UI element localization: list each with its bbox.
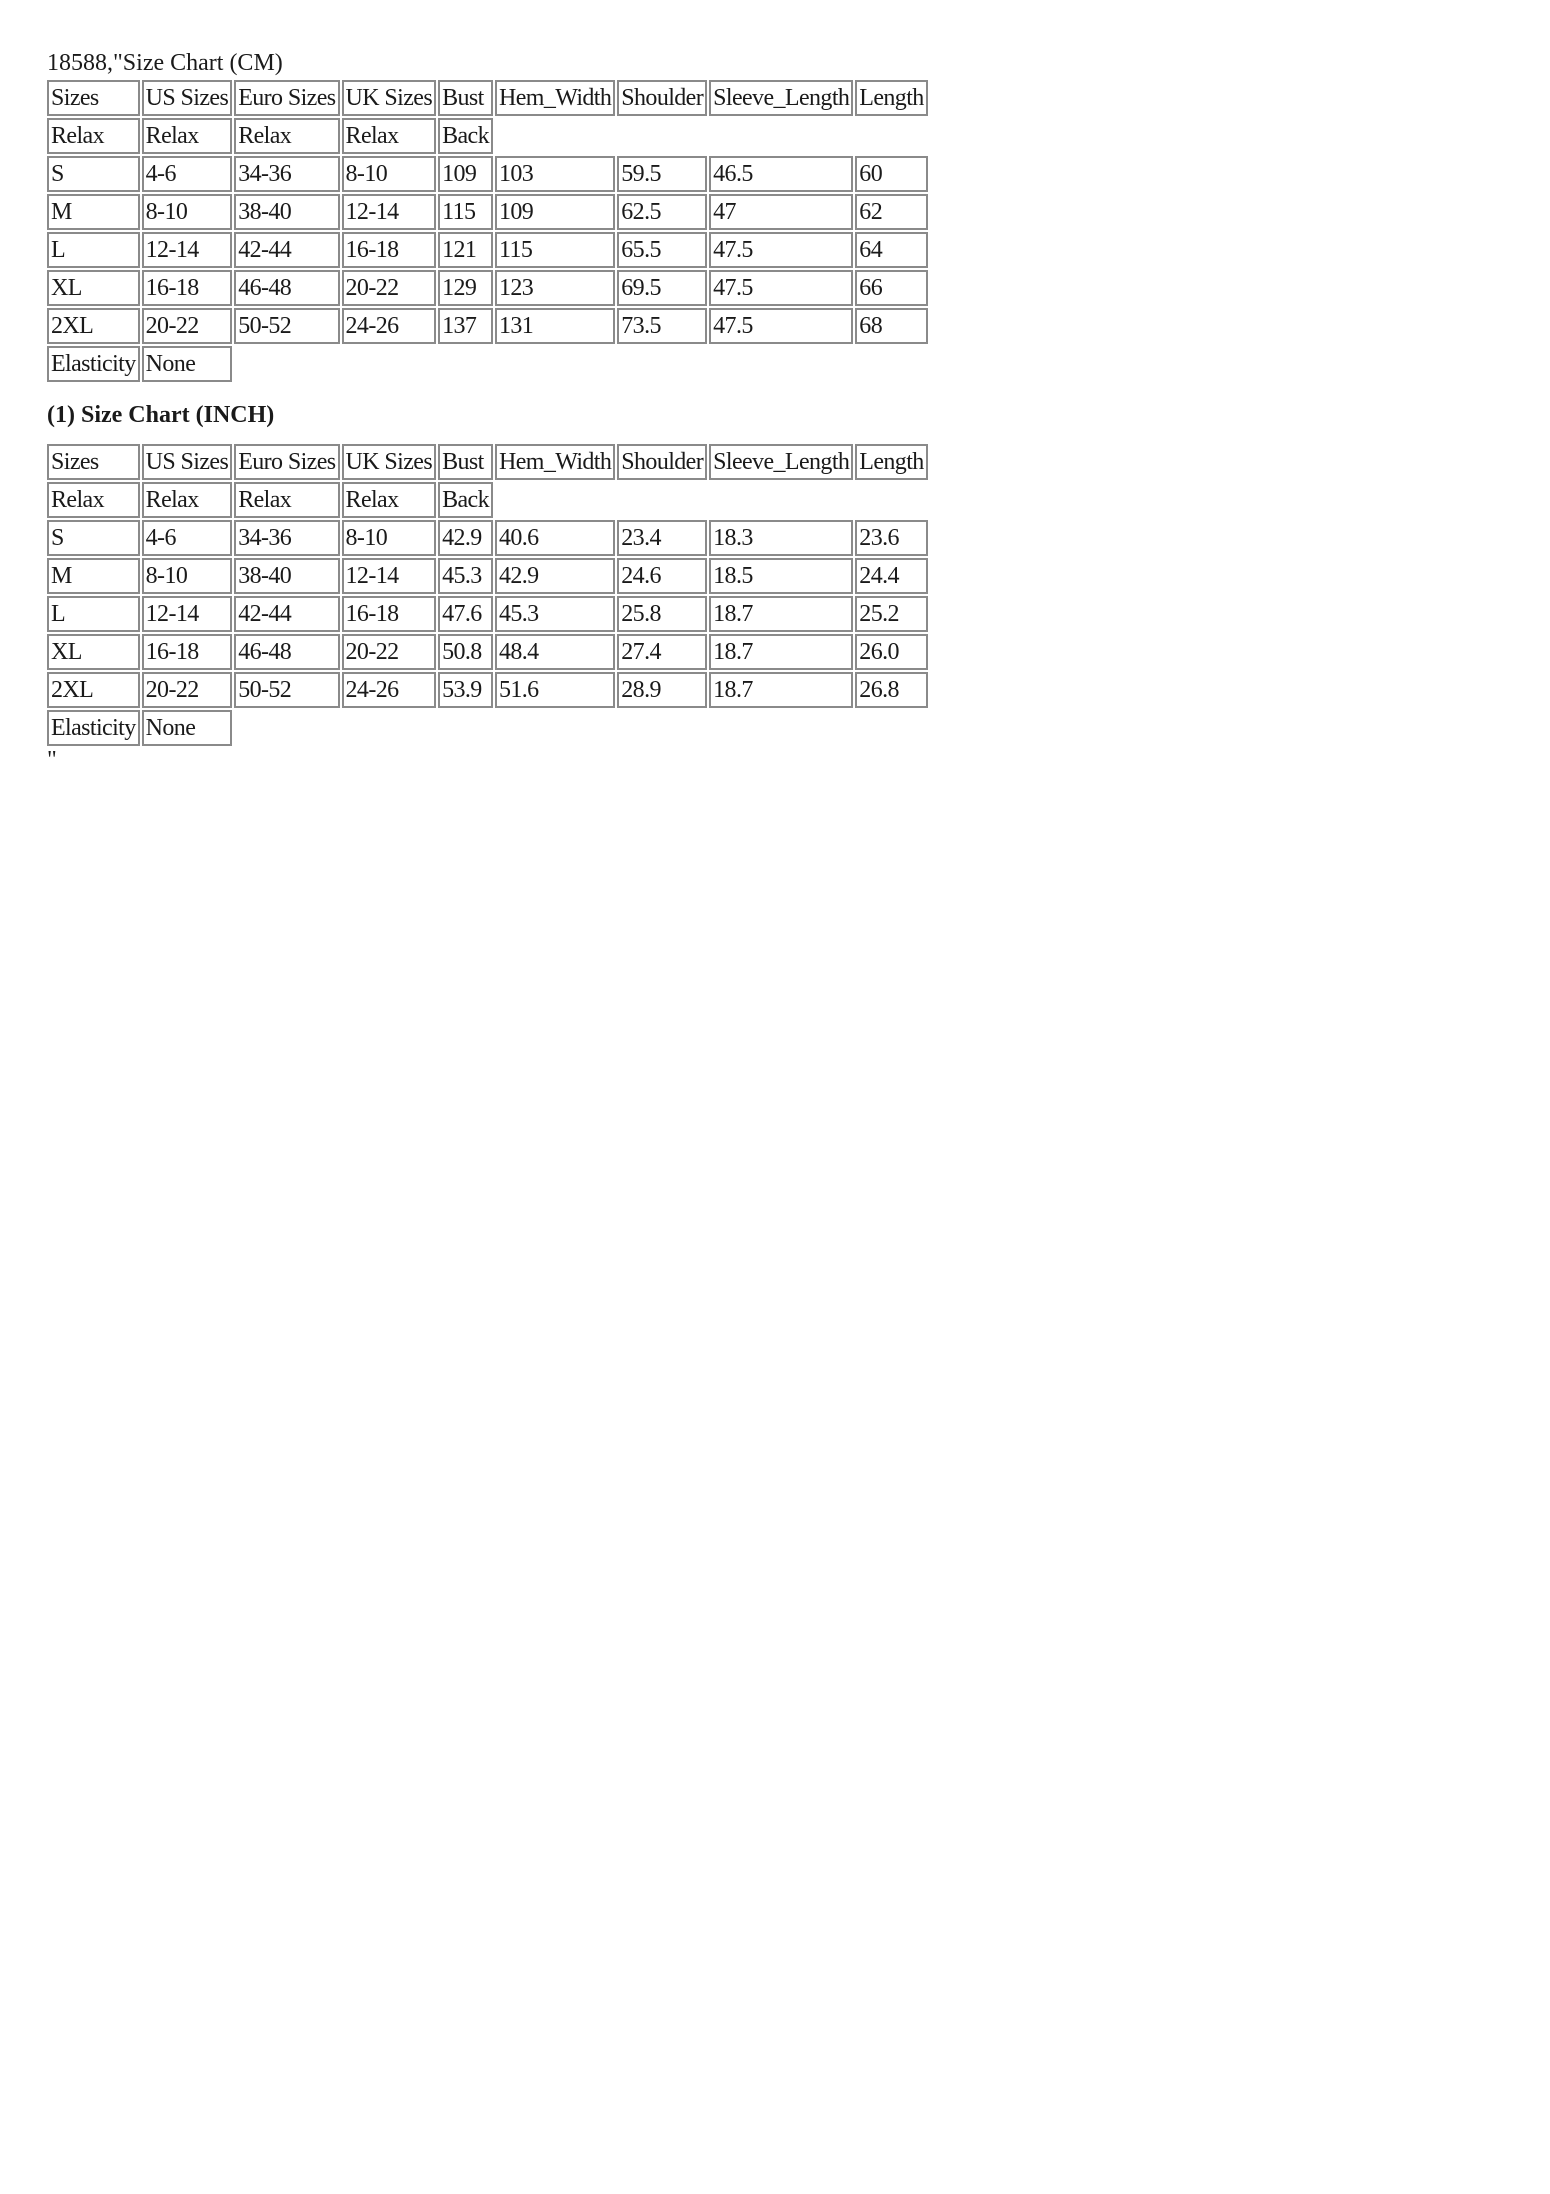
header-cell: Sleeve_Length (709, 444, 853, 480)
header-cell: Shoulder (617, 80, 707, 116)
table-cell: 18.7 (709, 596, 853, 632)
empty-cell (495, 118, 928, 154)
table-cell: 25.8 (617, 596, 707, 632)
table-cell: 42.9 (495, 558, 615, 594)
table-cell: 18.3 (709, 520, 853, 556)
table-cell: 53.9 (438, 672, 493, 708)
table-cell: 38-40 (234, 558, 339, 594)
header-cell: UK Sizes (342, 444, 437, 480)
table-row (47, 308, 928, 344)
size-label-cell: XL (47, 270, 140, 306)
document-page (47, 48, 947, 772)
header-cell: Bust (438, 444, 493, 480)
table-cell: 42-44 (234, 232, 339, 268)
empty-cell (234, 346, 927, 382)
table-cell: 65.5 (617, 232, 707, 268)
table-cell: 129 (438, 270, 493, 306)
size-label-cell: S (47, 520, 140, 556)
header-cell: US Sizes (142, 80, 233, 116)
table-cell: 121 (438, 232, 493, 268)
table-cell: 20-22 (142, 308, 233, 344)
table-cell: 59.5 (617, 156, 707, 192)
table-cell: 26.0 (855, 634, 927, 670)
table-cell: 115 (495, 232, 615, 268)
header-cell: US Sizes (142, 444, 233, 480)
size-chart-cm-table (45, 78, 930, 384)
header-cell: UK Sizes (342, 80, 437, 116)
table-cell: 8-10 (342, 520, 437, 556)
empty-cell (495, 482, 928, 518)
header-cell: Euro Sizes (234, 444, 339, 480)
fit-cell: Back (438, 482, 493, 518)
table-cell: 27.4 (617, 634, 707, 670)
table-cell: 26.8 (855, 672, 927, 708)
fit-cell: Relax (234, 118, 339, 154)
elasticity-value-cell: None (142, 346, 233, 382)
table-cell: 16-18 (342, 596, 437, 632)
table-cell: 66 (855, 270, 927, 306)
table-cell: 47 (709, 194, 853, 230)
table-cell: 103 (495, 156, 615, 192)
header-cell: Shoulder (617, 444, 707, 480)
table-cell: 12-14 (342, 558, 437, 594)
table-cell: 109 (495, 194, 615, 230)
fit-cell: Relax (342, 118, 437, 154)
document-title: 18588,"Size Chart (CM) (47, 50, 283, 76)
table-cell: 62 (855, 194, 927, 230)
size-label-cell: 2XL (47, 308, 140, 344)
table-cell: 137 (438, 308, 493, 344)
empty-cell (234, 710, 927, 746)
table-row (47, 156, 928, 192)
size-label-cell: 2XL (47, 672, 140, 708)
header-cell: Euro Sizes (234, 80, 339, 116)
table-cell: 20-22 (142, 672, 233, 708)
table-cell: 4-6 (142, 520, 233, 556)
table-cell: 34-36 (234, 520, 339, 556)
fit-row (47, 118, 928, 154)
table-cell: 20-22 (342, 270, 437, 306)
table-cell: 18.7 (709, 672, 853, 708)
table-cell: 42.9 (438, 520, 493, 556)
table-cell: 25.2 (855, 596, 927, 632)
table-row (47, 520, 928, 556)
table-cell: 60 (855, 156, 927, 192)
table-cell: 24-26 (342, 308, 437, 344)
table-cell: 64 (855, 232, 927, 268)
table-row (47, 194, 928, 230)
fit-cell: Relax (234, 482, 339, 518)
table-cell: 46-48 (234, 634, 339, 670)
table-cell: 69.5 (617, 270, 707, 306)
table-cell: 109 (438, 156, 493, 192)
table-row (47, 634, 928, 670)
table-cell: 8-10 (142, 194, 233, 230)
table-cell: 24-26 (342, 672, 437, 708)
size-label-cell: M (47, 558, 140, 594)
table-cell: 8-10 (342, 156, 437, 192)
table-cell: 16-18 (342, 232, 437, 268)
table-cell: 28.9 (617, 672, 707, 708)
table-cell: 51.6 (495, 672, 615, 708)
table-cell: 20-22 (342, 634, 437, 670)
table-row (47, 672, 928, 708)
table-cell: 12-14 (342, 194, 437, 230)
elasticity-label-cell: Elasticity (47, 710, 140, 746)
table-header-row (47, 80, 928, 116)
table-cell: 18.7 (709, 634, 853, 670)
closing-quote: " (47, 747, 57, 773)
header-cell: Bust (438, 80, 493, 116)
table-cell: 123 (495, 270, 615, 306)
size-label-cell: XL (47, 634, 140, 670)
table-cell: 23.6 (855, 520, 927, 556)
table-cell: 40.6 (495, 520, 615, 556)
table-row (47, 270, 928, 306)
elasticity-label-cell: Elasticity (47, 346, 140, 382)
size-label-cell: L (47, 232, 140, 268)
elasticity-row (47, 710, 928, 746)
header-cell: Length (855, 444, 927, 480)
table-cell: 8-10 (142, 558, 233, 594)
fit-cell: Relax (142, 482, 233, 518)
inch-section-heading: (1) Size Chart (INCH) (47, 402, 275, 428)
table-cell: 38-40 (234, 194, 339, 230)
table-cell: 131 (495, 308, 615, 344)
table-cell: 47.5 (709, 308, 853, 344)
table-cell: 47.5 (709, 232, 853, 268)
size-chart-inch-table (45, 442, 930, 748)
table-row (47, 558, 928, 594)
size-label-cell: M (47, 194, 140, 230)
size-label-cell: L (47, 596, 140, 632)
table-cell: 46-48 (234, 270, 339, 306)
table-cell: 42-44 (234, 596, 339, 632)
table-cell: 4-6 (142, 156, 233, 192)
table-cell: 12-14 (142, 596, 233, 632)
header-cell: Sleeve_Length (709, 80, 853, 116)
table-cell: 50-52 (234, 672, 339, 708)
table-cell: 46.5 (709, 156, 853, 192)
table-header-row (47, 444, 928, 480)
table-cell: 50.8 (438, 634, 493, 670)
header-cell: Hem_Width (495, 80, 615, 116)
table-cell: 45.3 (495, 596, 615, 632)
table-cell: 47.6 (438, 596, 493, 632)
table-cell: 50-52 (234, 308, 339, 344)
fit-cell: Relax (142, 118, 233, 154)
table-cell: 62.5 (617, 194, 707, 230)
header-cell: Hem_Width (495, 444, 615, 480)
fit-row (47, 482, 928, 518)
table-cell: 24.4 (855, 558, 927, 594)
table-row (47, 596, 928, 632)
table-cell: 73.5 (617, 308, 707, 344)
table-cell: 16-18 (142, 634, 233, 670)
header-cell: Sizes (47, 444, 140, 480)
table-cell: 23.4 (617, 520, 707, 556)
fit-cell: Relax (47, 482, 140, 518)
fit-cell: Relax (342, 482, 437, 518)
header-cell: Length (855, 80, 927, 116)
header-cell: Sizes (47, 80, 140, 116)
table-cell: 48.4 (495, 634, 615, 670)
size-label-cell: S (47, 156, 140, 192)
table-cell: 47.5 (709, 270, 853, 306)
fit-cell: Relax (47, 118, 140, 154)
table-cell: 34-36 (234, 156, 339, 192)
table-cell: 16-18 (142, 270, 233, 306)
table-cell: 68 (855, 308, 927, 344)
table-cell: 24.6 (617, 558, 707, 594)
elasticity-value-cell: None (142, 710, 233, 746)
fit-cell: Back (438, 118, 493, 154)
table-cell: 115 (438, 194, 493, 230)
table-row (47, 232, 928, 268)
table-cell: 45.3 (438, 558, 493, 594)
elasticity-row (47, 346, 928, 382)
table-cell: 18.5 (709, 558, 853, 594)
table-cell: 12-14 (142, 232, 233, 268)
